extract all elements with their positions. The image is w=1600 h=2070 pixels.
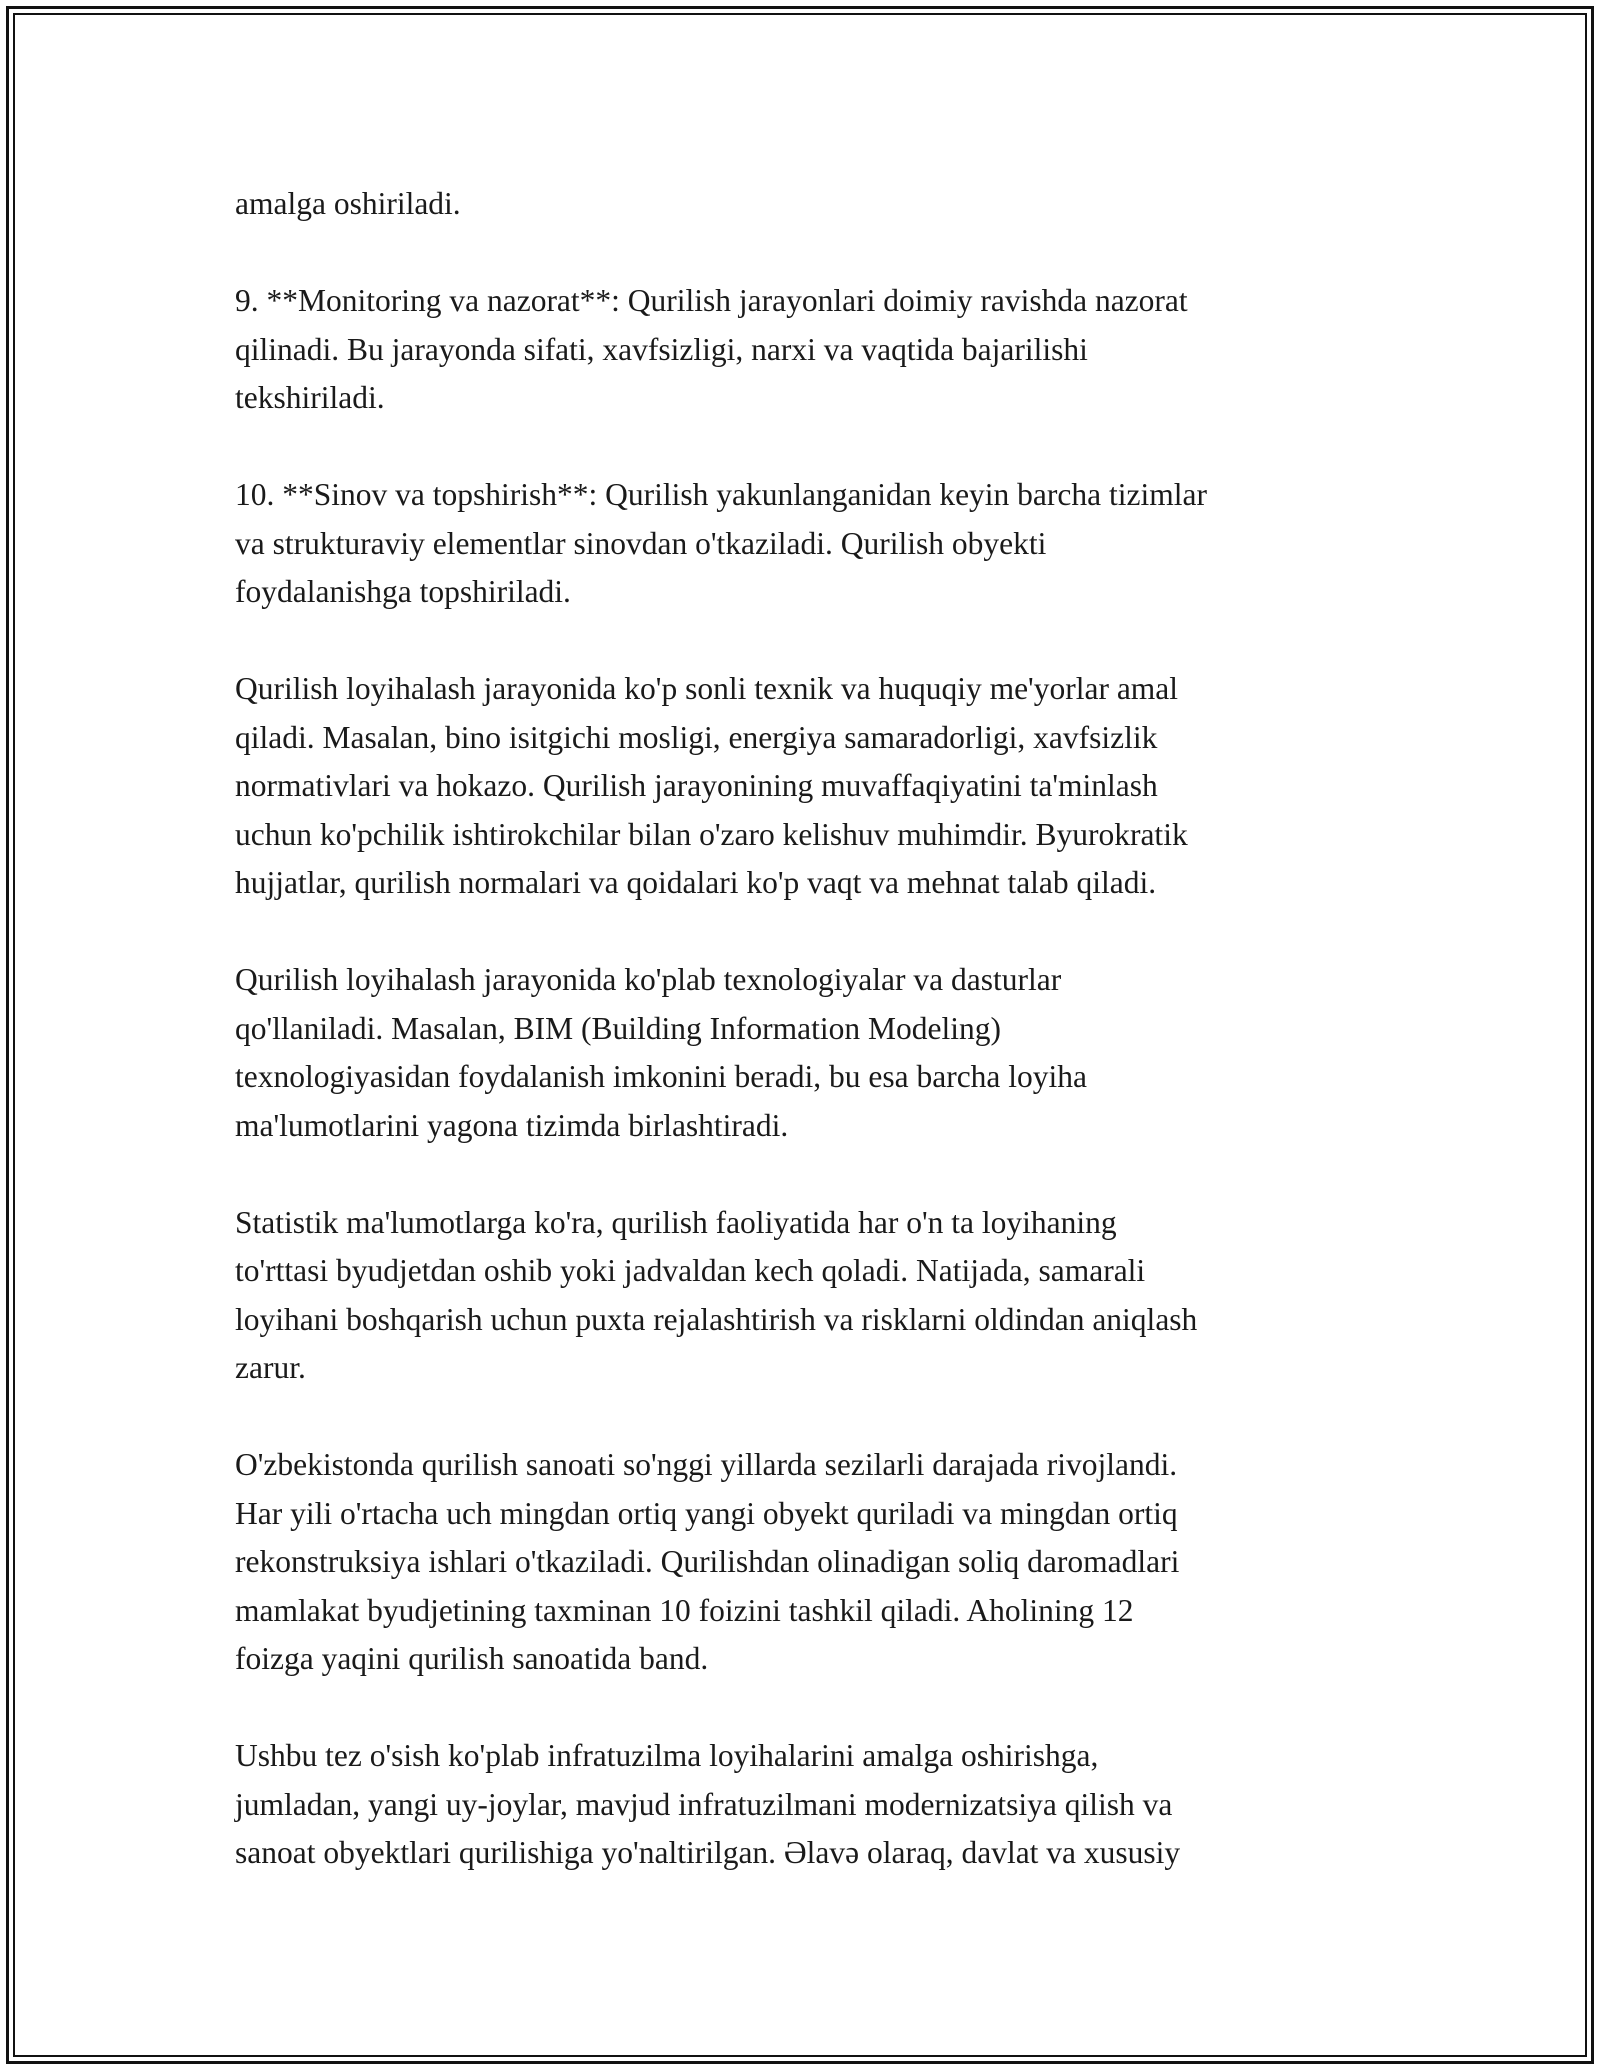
- paragraph-step-10-testing: 10. **Sinov va topshirish**: Qurilish yakunlanganidan keyin barcha tizimlar va strukturaviy elementlar sinovdan o'tkaziladi. Qurilish obyekti foydalanishga topshiriladi.: [235, 477, 1207, 609]
- paragraph-uzbekistan-industry: O'zbekistonda qurilish sanoati so'nggi yillarda sezilarli darajada rivojlandi. Har yili o'rtacha uch mingdan ortiq yangi obyekt quriladi va mingdan ortiq rekonstruksiya ishlari o'tkaziladi. Qurilishdan olinadigan soliq daromadlari mamlakat byudjetining taxminan 10 foizini tashkil qiladi. Aholining 12 foizga yaqini qurilish sanoatida band.: [235, 1447, 1180, 1676]
- paragraph-continuation: amalga oshiriladi.: [235, 186, 461, 221]
- paragraph-technologies: Qurilish loyihalash jarayonida ko'plab texnologiyalar va dasturlar qo'llaniladi. Masalan, BIM (Building Information Modeling) texnologiyasidan foydalanish imkonini beradi, bu esa barcha loyiha ma'lumotlarini yagona tizimda birlashtiradi.: [235, 962, 1088, 1143]
- paragraph-norms: Qurilish loyihalash jarayonida ko'p sonli texnik va huquqiy me'yorlar amal qiladi. Masalan, bino isitgichi mosligi, energiya samaradorligi, xavfsizlik normativlari va hokazo. Qurilish jarayonining muvaffaqiyatini ta'minlash uchun ko'pchilik ishtirokchilar bilan o'zaro kelishuv muhimdir. Byurokratik hujjatlar, qurilish normalari va qoidalari ko'p vaqt va mehnat talab qiladi.: [235, 671, 1188, 900]
- document-body: [235, 180, 1385, 1926]
- paragraph-statistics: Statistik ma'lumotlarga ko'ra, qurilish faoliyatida har o'n ta loyihaning to'rttasi byudjetdan oshib yoki jadvaldan kech qoladi. Natijada, samarali loyihani boshqarish uchun puxta rejalashtirish va risklarni oldindan aniqlash zarur.: [235, 1204, 1198, 1385]
- paragraph-infrastructure: Ushbu tez o'sish ko'plab infratuzilma loyihalarini amalga oshirishga, jumladan, yangi uy-joylar, mavjud infratuzilmani modernizatsiya qilish va sanoat obyektlari qurilishiga yo'naltirilgan. Əlavə olaraq, davlat va xususiy: [235, 1738, 1181, 1870]
- paragraph-step-9-monitoring: 9. **Monitoring va nazorat**: Qurilish jarayonlari doimiy ravishda nazorat qilinadi. Bu jarayonda sifati, xavfsizligi, narxi va vaqtida bajarilishi tekshiriladi.: [235, 283, 1188, 415]
